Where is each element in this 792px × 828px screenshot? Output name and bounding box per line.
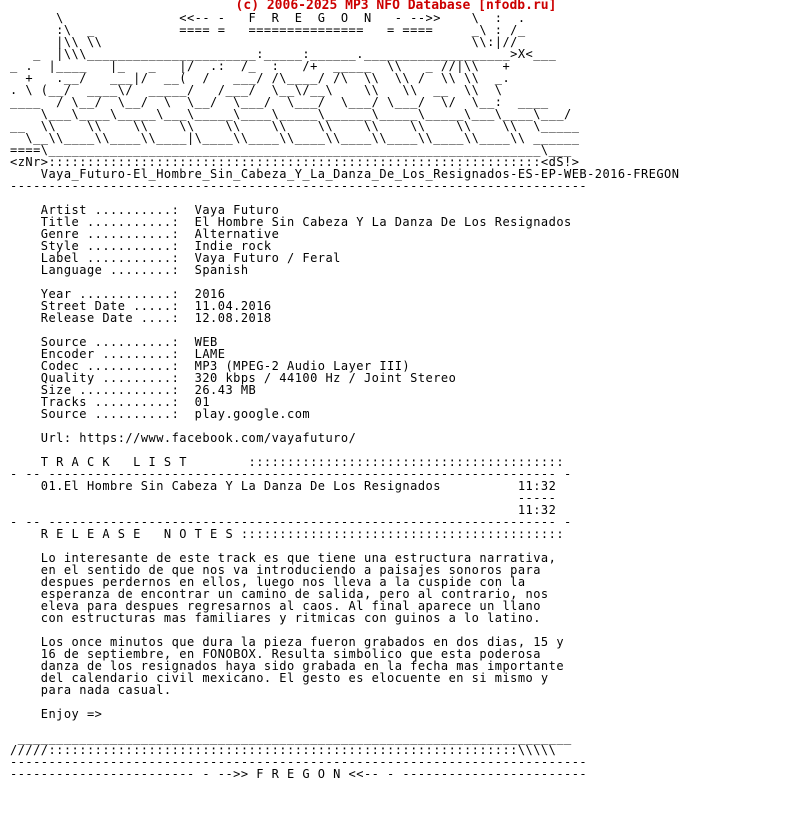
- info-value: play.google.com: [194, 407, 311, 421]
- divider: ---------------------------------------------------------------------------: [10, 755, 588, 769]
- notes-heading: R E L E A S E N O T E S ::::::::::::::::::::::::::::::::::::::::::: [10, 527, 565, 541]
- tracklist-heading: T R A C K L I S T :::::::::::::::::::::::::::::::::::::::::: [10, 455, 565, 469]
- info-value: Spanish: [194, 263, 249, 277]
- notes-line: Los once minutos que dura la pieza fueron grabados en dos dias, 15 y: [10, 635, 565, 649]
- notes-line: 16 de septiembre, en FONOBOX. Resulta simbolico que esta poderosa: [10, 647, 541, 661]
- notes-line: del calendario civil mexicano. El gesto es elocuente en si mismo y: [10, 671, 549, 685]
- info-label: Label ...........:: [10, 251, 195, 265]
- info-label: Year ............:: [10, 287, 195, 301]
- info-value: El Hombre Sin Cabeza Y La Danza De Los Resignados: [194, 215, 572, 229]
- nfo-document: [10, 12, 679, 780]
- info-label: Genre ...........:: [10, 227, 195, 241]
- track-row: 01.El Hombre Sin Cabeza Y La Danza De Los Resignados 11:32: [10, 479, 557, 493]
- divider: - -- ------------------------------------------------------------------ -: [10, 515, 572, 529]
- notes-line: despues perdernos en ellos, luego nos lleva a la cuspide con la: [10, 575, 526, 589]
- notes-line: con estructuras mas familiares y ritmicas con guinos a lo latino.: [10, 611, 541, 625]
- info-label: Language ........:: [10, 263, 195, 277]
- footer-rule: ________________________________________________________________________: [10, 731, 572, 745]
- logo-art-line: ====\________________________________________________________________\___: [10, 143, 572, 157]
- info-value: Alternative: [194, 227, 280, 241]
- footer-border: /////:::::::::::::::::::::::::::::::::::::::::::::::::::::::::::::\\\\\: [10, 743, 557, 757]
- logo-art-line: \__\\____\\____\\____|\____\\____\\____\\____\\____\\____\\____\\ ______: [10, 131, 580, 145]
- info-value: 11.04.2016: [194, 299, 272, 313]
- logo-art-line: ____ / \__/ \__/ \ \__/ \___/ \___/ \___/ \___/ \/ \__: ____: [10, 95, 549, 109]
- divider: -----: [10, 491, 557, 505]
- info-value: Vaya Futuro: [194, 203, 280, 217]
- footer-tagline: ------------------------ - -->> F R E G O N <<-- - ------------------------: [10, 767, 588, 781]
- logo-art-line: \___\____\_____\___\_____\____\_____\______\_____\_____\___\____\___/: [10, 107, 572, 121]
- info-row: [10, 263, 249, 277]
- release-name: Vaya_Futuro-El_Hombre_Sin_Cabeza_Y_La_Danza_De_Los_Resignados-ES-EP-WEB-2016-FREGON: [10, 167, 680, 181]
- logo-art-line: . \ (__/ ____\/ _____/ /___/ \__\/__\ \\ \\ __ \\ \: [10, 83, 503, 97]
- site-credit: (c) 2006-2025 MP3 NFO Database [nfodb.ru]: [235, 0, 557, 13]
- info-row: [10, 311, 272, 325]
- logo-art-line: |\\ \\ \\:|//: [10, 35, 518, 49]
- notes-line: Lo interesante de este track es que tiene una estructura narrativa,: [10, 551, 557, 565]
- track-total: 11:32: [10, 503, 557, 517]
- info-value: 26.43 MB: [194, 383, 257, 397]
- info-value: 12.08.2018: [194, 311, 272, 325]
- url-value[interactable]: https://www.facebook.com/vayafuturo/: [79, 431, 357, 445]
- notes-line: eleva para despues regresarnos al caos. Al final aparece un llano: [10, 599, 541, 613]
- logo-art-line: :\ _ ==== = =============== = ==== _\ : /_: [10, 23, 526, 37]
- logo-art-line: + .__/ ___|/ __( / ___/ /\____/ /\ \\ \\ / \\ \\ _.: [10, 71, 511, 85]
- info-label: Source ..........:: [10, 407, 195, 421]
- logo-art-line: <zNr>::::::::::::::::::::::::::::::::::::::::::::::::::::::::::::::::<dS!>: [10, 155, 580, 169]
- info-label: Title ...........:: [10, 215, 195, 229]
- info-value: 01: [194, 395, 211, 409]
- logo-art-line: __ \\ \\ \\ \\ \\ \\ \\ \\ \\ \\ \\ \_____: [10, 119, 580, 133]
- info-label: Style ...........:: [10, 239, 195, 253]
- info-label: Release Date ....:: [10, 311, 195, 325]
- notes-line: esperanza de encontrar un camino de salida, pero al contrario, nos: [10, 587, 549, 601]
- notes-line: danza de los resignados haya sido grabada en la fecha mas importante: [10, 659, 565, 673]
- logo-art-line: \ <<-- - F R E G O N - -->> \ : .: [10, 11, 526, 25]
- divider: - -- ------------------------------------------------------------------ -: [10, 467, 572, 481]
- info-value: WEB: [194, 335, 218, 349]
- notes-line: para nada casual.: [10, 683, 172, 697]
- url-label: Url:: [10, 431, 80, 445]
- notes-line: en el sentido de que nos va introduciendo a paisajes sonoros para: [10, 563, 541, 577]
- info-value: Indie rock: [194, 239, 272, 253]
- info-label: Artist ..........:: [10, 203, 195, 217]
- info-value: MP3 (MPEG-2 Audio Layer III): [194, 359, 411, 373]
- info-row: [10, 407, 310, 421]
- info-label: Tracks ..........:: [10, 395, 195, 409]
- logo-art-line: _ |\\\______________________:_____:______.___________________>X<___: [10, 47, 557, 61]
- info-label: Codec ...........:: [10, 359, 195, 373]
- info-value: LAME: [194, 347, 226, 361]
- info-label: Source ..........:: [10, 335, 195, 349]
- info-value: Vaya Futuro / Feral: [194, 251, 341, 265]
- notes-signoff: Enjoy =>: [10, 707, 103, 721]
- info-value: 2016: [194, 287, 226, 301]
- url-row: [10, 431, 356, 445]
- info-label: Street Date .....:: [10, 299, 195, 313]
- info-label: Quality .........:: [10, 371, 195, 385]
- info-value: 320 kbps / 44100 Hz / Joint Stereo: [194, 371, 457, 385]
- info-label: Size ............:: [10, 383, 195, 397]
- info-label: Encoder .........:: [10, 347, 195, 361]
- divider: ---------------------------------------------------------------------------: [10, 179, 588, 193]
- logo-art-line: _ . |____ |_ _ |/ .: /_ : /+ _____ \\ _ //|\\ +: [10, 59, 511, 73]
